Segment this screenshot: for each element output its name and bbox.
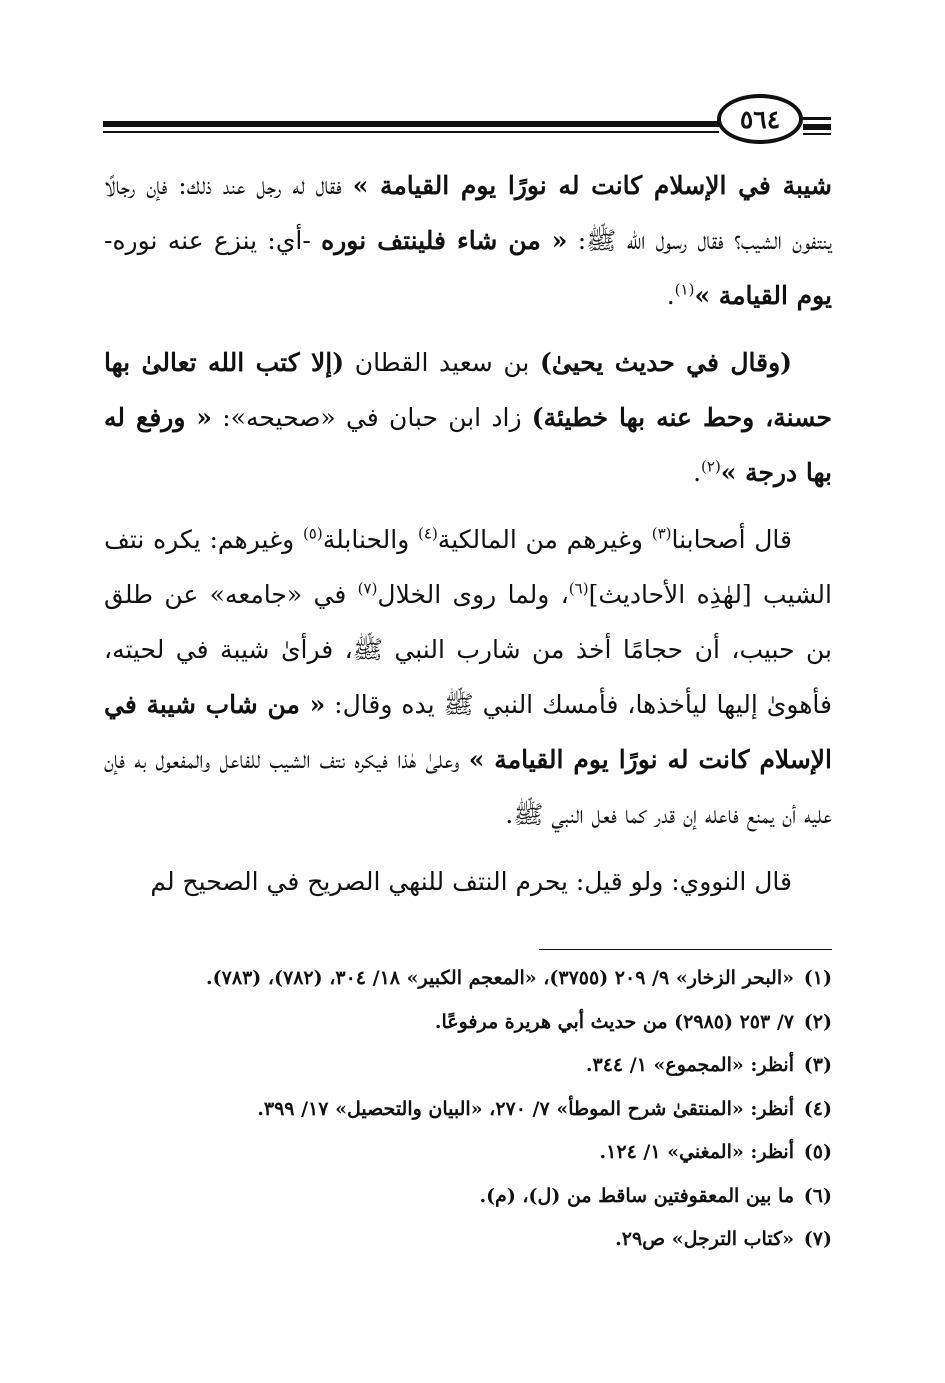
footnote-reference: (٦) — [568, 579, 589, 598]
paragraph — [104, 854, 832, 909]
footnote-number: (١) — [803, 967, 832, 989]
header-rule-thick — [103, 121, 719, 127]
footnote-reference: (١) — [674, 280, 695, 299]
footnotes-list — [104, 957, 832, 1262]
footnote-number: (٣) — [803, 1054, 832, 1076]
footnote-number: (٤) — [803, 1097, 832, 1120]
footnote-number: (٧) — [803, 1228, 832, 1250]
footnote — [104, 1218, 832, 1262]
body-text: وعلىٰ هٰذا فيكره نتف الشيب للفاعل والمفعول به فإن عليه أن يمنع فاعله إن قدر كما فعل النبي ﷺ. — [104, 745, 832, 829]
footnote-reference: (٤) — [418, 524, 438, 543]
main-text — [104, 158, 832, 921]
paragraph — [104, 335, 832, 500]
quoted-text: (إلا كتب الله تعالىٰ بها حسنة، وحط عنه بها خطيئة) — [104, 348, 832, 432]
page-header — [0, 0, 945, 160]
footnote-reference: (٢) — [701, 457, 721, 476]
footnote-separator — [539, 949, 832, 950]
quoted-text: « ورفع له بها درجة » — [104, 403, 832, 487]
footnote-reference: (٣) — [651, 524, 672, 543]
body-text: زاد ابن حبان في «صحيحه»: — [212, 403, 532, 432]
footnote-text: أنظر: «المغني» ١/ ١٢٤. — [599, 1141, 794, 1163]
footnote — [104, 1131, 832, 1175]
footnote — [104, 957, 832, 1001]
paragraph — [104, 512, 832, 842]
footnote — [104, 1044, 832, 1088]
body-text: فقال له رجل عند ذلك: فإن رجالًا ينتفون الشيب؟ فقال رسول الله ﷺ: — [104, 171, 832, 255]
quoted-text: يوم القيامة » — [694, 281, 832, 310]
footnote-text: أنظر: «المنتقىٰ شرح الموطأ» ٧/ ٢٧٠، «البيان والتحصيل» ١٧/ ٣٩٩. — [257, 1097, 794, 1120]
body-text: ، ولما روى الخلال — [377, 580, 569, 609]
quoted-text: شيبة في الإسلام كانت له نورًا يوم القيامة » — [352, 171, 833, 200]
footnote-number: (٦) — [803, 1184, 832, 1207]
header-rule-right — [803, 124, 831, 130]
body-text: وغيرهم من المالكية — [437, 525, 652, 554]
header-rule-thin — [103, 131, 719, 133]
body-text: -أي: ينزع عنه نوره- — [104, 226, 322, 255]
body-text: وغيرهم: يكره نتف الشيب [لهٰذِه الأحاديث] — [104, 525, 832, 609]
body-text: بن سعيد القطان — [344, 348, 540, 377]
body-text: . — [693, 458, 702, 487]
footnote-number: (٥) — [803, 1141, 832, 1163]
footnote-text: «كتاب الترجل» ص٢٩. — [615, 1228, 794, 1250]
body-text: قال أصحابنا — [671, 525, 792, 554]
footnote-reference: (٥) — [302, 524, 323, 543]
paragraph — [104, 158, 832, 323]
body-text: والحنابلة — [322, 525, 419, 554]
footnote — [104, 1001, 832, 1045]
footnote — [104, 1088, 832, 1132]
footnote-number: (٢) — [803, 1010, 832, 1033]
footnote-reference: (٧) — [357, 579, 378, 598]
header-rule-right — [803, 133, 831, 135]
body-text: قال النووي: ولو قيل: يحرم النتف للنهي الصريح في الصحيح لم — [150, 867, 792, 896]
quoted-text: « من شاء فلينتف نوره — [321, 226, 568, 255]
footnote-text: ما بين المعقوفتين ساقط من (ل)، (م). — [479, 1184, 794, 1207]
footnote-text: أنظر: «المجموع» ١/ ٣٤٤. — [585, 1054, 794, 1076]
body-text: في «جامعه» عن طلق بن حبيب، أن حجامًا أخذ من شارب النبي ﷺ، فرأىٰ شيبة في لحيته، فأهوىٰ إليها ليأخذها، فأمسك النبي ﷺ يده وقال: — [104, 580, 832, 719]
footnote-text: ٧/ ٢٥٣ (٢٩٨٥) من حديث أبي هريرة مرفوعًا. — [434, 1010, 794, 1033]
quoted-text: « من شاب شيبة في الإسلام كانت له نورًا يوم القيامة » — [104, 690, 832, 774]
body-text: . — [666, 281, 675, 310]
footnote — [104, 1175, 832, 1219]
header-rule-right — [803, 117, 831, 120]
page-number: ٥٦٤ — [717, 94, 803, 144]
footnote-text: «البحر الزخار» ٩/ ٢٠٩ (٣٧٥٥)، «المعجم الكبير» ١٨/ ٣٠٤، (٧٨٢)، (٧٨٣). — [206, 967, 794, 989]
quoted-text: (وقال في حديث يحيىٰ) — [540, 348, 793, 377]
